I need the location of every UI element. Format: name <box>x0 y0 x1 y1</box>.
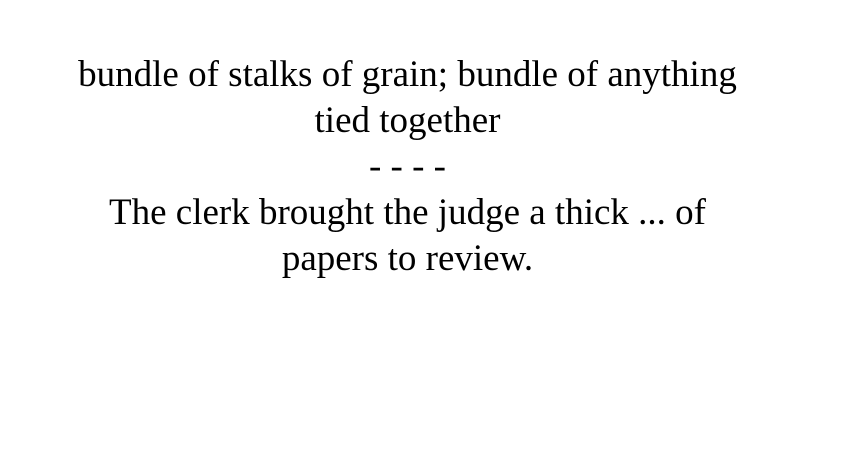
card-content <box>55 52 760 282</box>
definition-line-2: tied together <box>314 100 501 141</box>
example-sentence-line-1: The clerk brought the judge a thick ... of <box>109 192 706 233</box>
separator: - - - - <box>368 146 447 187</box>
definition-line-1: bundle of stalks of grain; bundle of anything <box>78 54 737 95</box>
example-sentence-line-2: papers to review. <box>281 238 534 279</box>
